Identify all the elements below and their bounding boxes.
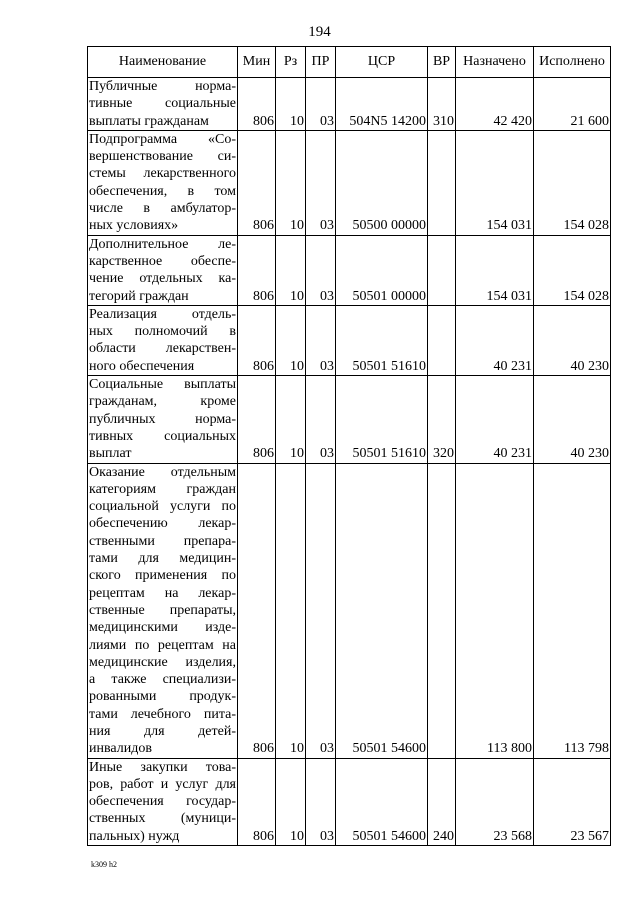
row-name-line: социальной услуги по — [89, 499, 236, 515]
row-name — [88, 758, 238, 845]
row-rz: 10 — [276, 235, 306, 305]
row-name-line: тами лечебного пита- — [89, 706, 236, 722]
row-min: 806 — [238, 463, 276, 758]
row-executed: 21 600 — [534, 78, 611, 131]
row-name-line: карственное обеспе- — [89, 253, 236, 269]
row-rz: 10 — [276, 758, 306, 845]
row-name — [88, 130, 238, 235]
row-name-line: тивных социальных — [89, 428, 236, 444]
row-name-line: Социальные выплаты — [89, 377, 236, 393]
row-name-line: категориям граждан — [89, 481, 236, 497]
row-name-line: обеспечения, в том — [89, 183, 236, 199]
header-csr: ЦСР — [336, 47, 428, 78]
row-csr: 50501 54600 — [336, 463, 428, 758]
row-name-line: рецептам на лекар- — [89, 585, 236, 601]
row-name-line: выплат — [89, 446, 132, 462]
row-min: 806 — [238, 376, 276, 463]
row-name-line: ния для детей- — [89, 723, 236, 739]
row-name-line: рованными продук- — [89, 689, 236, 705]
row-executed: 40 230 — [534, 305, 611, 375]
row-min: 806 — [238, 758, 276, 845]
row-pr: 03 — [306, 78, 336, 131]
row-pr: 03 — [306, 463, 336, 758]
row-name — [88, 78, 238, 131]
header-min: Мин — [238, 47, 276, 78]
page-number: 194 — [308, 24, 331, 40]
table-row — [88, 78, 611, 131]
row-name-line: медицинскими изде- — [89, 620, 236, 636]
row-pr: 03 — [306, 235, 336, 305]
row-assigned: 40 231 — [456, 376, 534, 463]
row-name-line: ного обеспечения — [89, 358, 195, 374]
row-pr: 03 — [306, 305, 336, 375]
table-row — [88, 235, 611, 305]
row-rz: 10 — [276, 463, 306, 758]
budget-table — [87, 46, 611, 846]
table-header-row — [88, 47, 611, 78]
row-csr: 50501 51610 — [336, 376, 428, 463]
row-assigned: 42 420 — [456, 78, 534, 131]
row-name-line: Оказание отдельным — [89, 464, 236, 480]
row-name-line: тами для медицин- — [89, 551, 236, 567]
row-vr — [428, 463, 456, 758]
row-executed: 154 028 — [534, 130, 611, 235]
row-name-line: ственных (муници- — [89, 811, 236, 827]
row-name-line: публичных норма- — [89, 411, 236, 427]
footer-code: k309 h2 — [91, 860, 117, 869]
table-row — [88, 463, 611, 758]
row-vr: 240 — [428, 758, 456, 845]
row-csr: 50501 00000 — [336, 235, 428, 305]
row-vr: 310 — [428, 78, 456, 131]
row-name-line: ных полномочий в — [89, 324, 236, 340]
row-name-line: гражданам, кроме — [89, 394, 236, 410]
row-rz: 10 — [276, 78, 306, 131]
row-name-line: Дополнительное ле- — [89, 236, 236, 252]
header-rz: Рз — [276, 47, 306, 78]
row-name-line: Иные закупки това- — [89, 759, 236, 775]
row-name-line: ных условиях» — [89, 218, 179, 234]
row-name-line: Подпрограмма «Со- — [89, 131, 236, 147]
row-name-line: лиями по рецептам на — [89, 637, 236, 653]
row-assigned: 113 800 — [456, 463, 534, 758]
row-vr: 320 — [428, 376, 456, 463]
table-row — [88, 305, 611, 375]
row-name-line: чение отдельных ка- — [89, 271, 236, 287]
row-pr: 03 — [306, 758, 336, 845]
row-name-line: ров, работ и услуг для — [89, 776, 236, 792]
row-assigned: 154 031 — [456, 235, 534, 305]
row-name-line: инвалидов — [89, 741, 152, 757]
row-name-line: тивные социальные — [89, 96, 236, 112]
row-vr — [428, 235, 456, 305]
table-row — [88, 376, 611, 463]
row-name-line: пальных) нужд — [89, 828, 180, 844]
row-name-line: обеспечению лекар- — [89, 516, 236, 532]
row-csr: 50501 51610 — [336, 305, 428, 375]
row-assigned: 23 568 — [456, 758, 534, 845]
row-executed: 154 028 — [534, 235, 611, 305]
row-name-line: Публичные норма- — [89, 79, 236, 94]
row-name-line: числе в амбулатор- — [89, 201, 236, 217]
row-csr: 50501 54600 — [336, 758, 428, 845]
row-executed: 113 798 — [534, 463, 611, 758]
header-assigned: Назначено — [456, 47, 534, 78]
row-min: 806 — [238, 305, 276, 375]
row-name — [88, 463, 238, 758]
row-rz: 10 — [276, 376, 306, 463]
row-rz: 10 — [276, 130, 306, 235]
header-vr: ВР — [428, 47, 456, 78]
row-name-line: Реализация отдель- — [89, 306, 236, 322]
row-executed: 40 230 — [534, 376, 611, 463]
row-name-line: ственными препара- — [89, 533, 236, 549]
row-csr: 50500 00000 — [336, 130, 428, 235]
row-name-line: обеспечения государ- — [89, 794, 236, 810]
row-pr: 03 — [306, 130, 336, 235]
header-executed: Исполнено — [534, 47, 611, 78]
row-vr — [428, 305, 456, 375]
row-executed: 23 567 — [534, 758, 611, 845]
row-min: 806 — [238, 235, 276, 305]
row-name-line: выплаты гражданам — [89, 113, 209, 129]
row-vr — [428, 130, 456, 235]
table-body — [88, 78, 611, 846]
table-row — [88, 130, 611, 235]
row-assigned: 40 231 — [456, 305, 534, 375]
row-name-line: ского применения по — [89, 568, 236, 584]
table-row — [88, 758, 611, 845]
row-assigned: 154 031 — [456, 130, 534, 235]
header-name: Наименование — [88, 47, 238, 78]
row-pr: 03 — [306, 376, 336, 463]
row-name-line: медицинские изделия, — [89, 654, 236, 670]
row-name — [88, 376, 238, 463]
header-pr: ПР — [306, 47, 336, 78]
row-name-line: ственные препараты, — [89, 602, 236, 618]
row-name — [88, 305, 238, 375]
row-name-line: вершенствование си- — [89, 149, 236, 165]
row-name-line: стемы лекарственного — [89, 166, 236, 182]
row-csr: 504N5 14200 — [336, 78, 428, 131]
row-min: 806 — [238, 130, 276, 235]
row-name-line: а также специализи- — [89, 672, 236, 688]
row-name-line: области лекарствен- — [89, 341, 236, 357]
row-name-line: тегорий граждан — [89, 288, 189, 304]
row-rz: 10 — [276, 305, 306, 375]
row-name — [88, 235, 238, 305]
row-min: 806 — [238, 78, 276, 131]
